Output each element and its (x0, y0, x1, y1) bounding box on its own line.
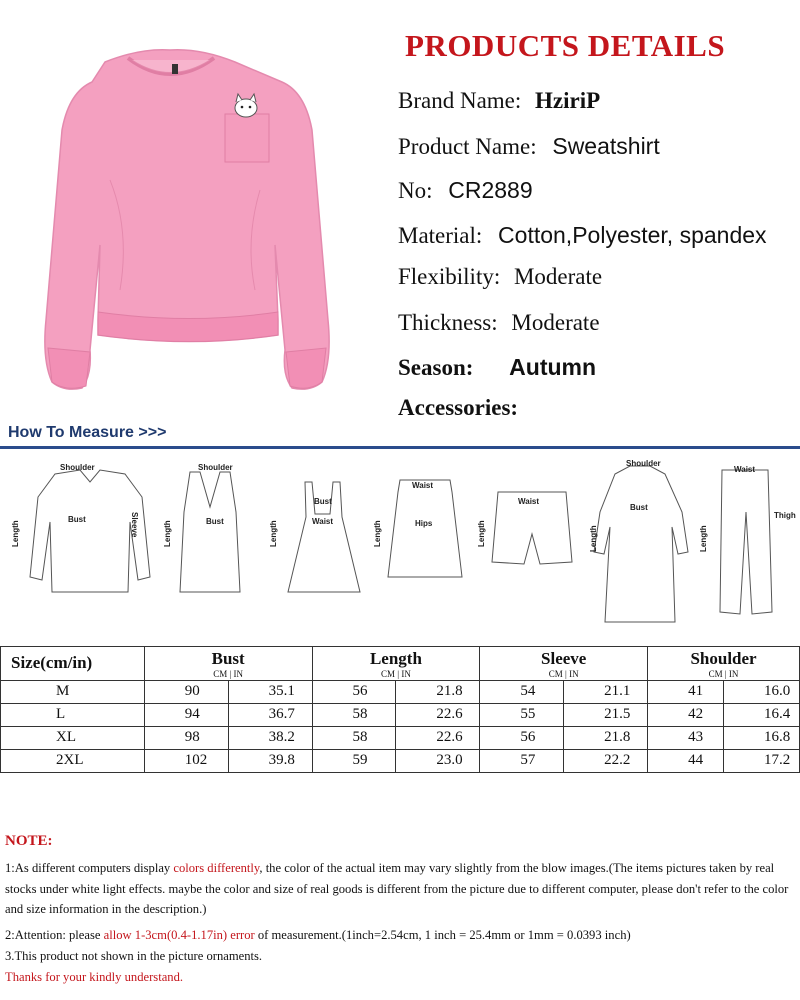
value-cell: 23.0 (396, 749, 480, 772)
label-shoulder-6: Shoulder (626, 459, 661, 468)
label-length-5: Length (477, 520, 486, 547)
number-value: CR2889 (448, 177, 533, 203)
note-2-highlight: allow 1-3cm(0.4-1.17in) error (103, 928, 255, 942)
value-cell: 42 (648, 703, 724, 726)
note-1-text-b: , the color of the actual item may vary slightly from the blow images.(The items pictures taken by real stocks under white light effects. maybe the color and size of real goods is different from the picture due to different computer, please don't refer to the color and size information in the description.) (5, 861, 789, 916)
accessories-label: Accessories: (398, 395, 519, 420)
size-cell: XL (1, 726, 145, 749)
note-1-highlight: colors differently (173, 861, 260, 875)
value-cell: 38.2 (228, 726, 312, 749)
detail-material (398, 222, 767, 249)
value-cell: 44 (648, 749, 724, 772)
table-row (1, 749, 800, 772)
thickness-value: Moderate (511, 310, 600, 335)
note-1-text-a: 1:As different computers display (5, 861, 174, 875)
detail-season (398, 354, 596, 381)
season-value: Autumn (509, 354, 597, 380)
label-hips-4: Hips (415, 519, 433, 528)
details-title: PRODUCTS DETAILS (405, 28, 726, 63)
column-header-shoulder: Shoulder (648, 647, 800, 670)
value-cell: 22.2 (564, 749, 648, 772)
material-label: Material: (398, 223, 483, 248)
unit-header: CM | IN (480, 669, 648, 680)
value-cell: 21.8 (396, 680, 480, 703)
note-thanks: Thanks for your kindly understand. (5, 970, 184, 984)
flexibility-label: Flexibility: (398, 264, 501, 289)
value-cell: 21.5 (564, 703, 648, 726)
product-image-sweatshirt (20, 30, 350, 400)
label-waist-3: Waist (312, 517, 334, 526)
brand-label: Brand Name: (398, 88, 522, 113)
label-bust-1: Bust (68, 515, 86, 524)
table-header-row (1, 647, 800, 670)
value-cell: 16.4 (723, 703, 799, 726)
value-cell: 55 (480, 703, 564, 726)
season-label: Season: (398, 355, 474, 380)
value-cell: 54 (480, 680, 564, 703)
label-shoulder-1: Shoulder (60, 463, 95, 472)
size-rows (1, 680, 800, 772)
value-cell: 41 (648, 680, 724, 703)
note-3: 3.This product not shown in the picture ornaments. (5, 949, 263, 963)
table-row (1, 703, 800, 726)
note-2 (5, 925, 800, 946)
value-cell: 98 (144, 726, 228, 749)
detail-product (398, 133, 660, 160)
unit-header: CM | IN (648, 669, 800, 680)
label-length-7: Length (699, 525, 708, 552)
size-table (0, 646, 800, 773)
column-header-bust: Bust (144, 647, 312, 670)
label-sleeve-1: Sleeve (130, 512, 139, 538)
detail-brand (398, 88, 600, 114)
label-length-3: Length (269, 520, 278, 547)
value-cell: 35.1 (228, 680, 312, 703)
label-bust-3: Bust (314, 497, 332, 506)
column-header-sleeve: Sleeve (480, 647, 648, 670)
label-waist-5: Waist (518, 497, 540, 506)
label-bust-2: Bust (206, 517, 224, 526)
value-cell: 16.8 (723, 726, 799, 749)
value-cell: 22.6 (396, 726, 480, 749)
size-header: Size(cm/in) (1, 647, 145, 681)
value-cell: 56 (312, 680, 396, 703)
value-cell: 17.2 (723, 749, 799, 772)
detail-flexibility (398, 264, 602, 290)
value-cell: 57 (480, 749, 564, 772)
value-cell: 36.7 (228, 703, 312, 726)
value-cell: 56 (480, 726, 564, 749)
value-cell: 22.6 (396, 703, 480, 726)
value-cell: 102 (144, 749, 228, 772)
size-cell: M (1, 680, 145, 703)
detail-thickness (398, 310, 600, 336)
note-title: NOTE: (5, 833, 53, 849)
value-cell: 59 (312, 749, 396, 772)
label-length-6: Length (589, 525, 598, 552)
value-cell: 21.8 (564, 726, 648, 749)
note-1 (5, 858, 800, 920)
product-value: Sweatshirt (552, 133, 660, 159)
how-to-measure-title: How To Measure >>> (8, 424, 167, 441)
unit-header: CM | IN (144, 669, 312, 680)
value-cell: 58 (312, 703, 396, 726)
note-2-text-a: 2:Attention: please (5, 928, 104, 942)
value-cell: 94 (144, 703, 228, 726)
value-cell: 39.8 (228, 749, 312, 772)
value-cell: 21.1 (564, 680, 648, 703)
measure-diagrams (0, 452, 800, 637)
label-bust-6: Bust (630, 503, 648, 512)
column-header-length: Length (312, 647, 480, 670)
material-value: Cotton,Polyester, spandex (498, 222, 767, 248)
product-label: Product Name: (398, 134, 537, 159)
measure-divider (0, 446, 800, 449)
label-thigh-7: Thigh (774, 511, 796, 520)
label-waist-4: Waist (412, 481, 434, 490)
detail-number (398, 177, 533, 204)
unit-header: CM | IN (312, 669, 480, 680)
number-label: No: (398, 178, 433, 203)
flexibility-value: Moderate (513, 264, 603, 289)
brand-value: HziriP (535, 88, 601, 113)
size-cell: L (1, 703, 145, 726)
label-length-4: Length (373, 520, 382, 547)
value-cell: 16.0 (723, 680, 799, 703)
label-length-1: Length (11, 520, 20, 547)
value-cell: 43 (648, 726, 724, 749)
table-row (1, 726, 800, 749)
value-cell: 90 (144, 680, 228, 703)
label-waist-7: Waist (734, 465, 756, 474)
note-2-text-b: of measurement.(1inch=2.54cm, 1 inch = 25.4mm or 1mm = 0.0393 inch) (254, 928, 631, 942)
thickness-label: Thickness: (398, 310, 498, 335)
value-cell: 58 (312, 726, 396, 749)
size-cell: 2XL (1, 749, 145, 772)
label-length-2: Length (163, 520, 172, 547)
table-row (1, 680, 800, 703)
detail-accessories (398, 395, 518, 421)
label-shoulder-2: Shoulder (198, 463, 233, 472)
